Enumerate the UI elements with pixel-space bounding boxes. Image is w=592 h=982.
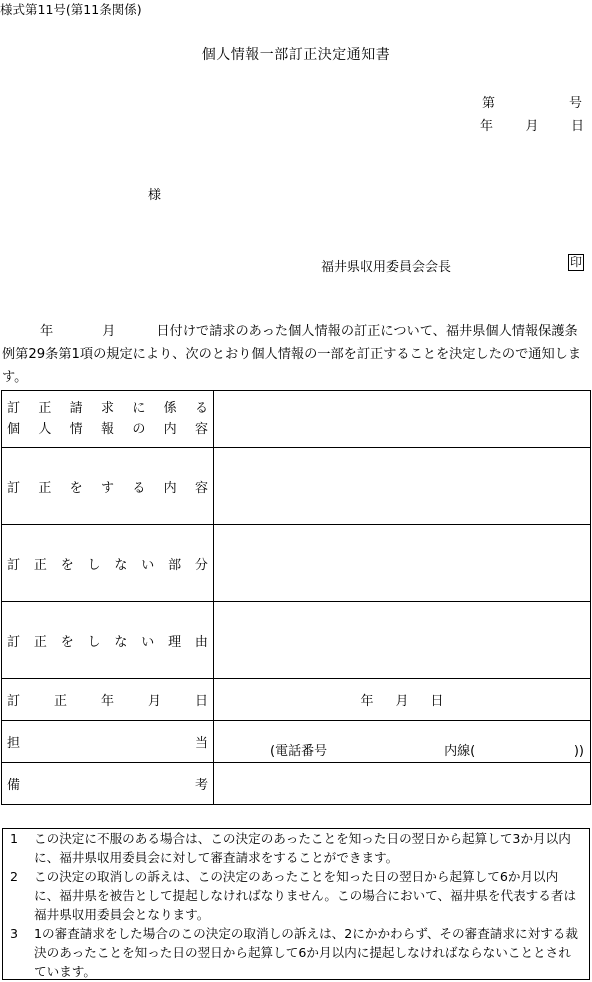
label-remarks: 備 考: [2, 763, 214, 805]
closing-parens: )): [573, 743, 584, 759]
notes-box: [2, 828, 590, 980]
recipient-honorific: 様: [148, 188, 162, 203]
phone-label: (電話番号: [270, 743, 328, 759]
document-number-line: [482, 92, 582, 111]
value-correction-date[interactable]: 年 月 日: [214, 679, 591, 721]
date-year: 年: [480, 119, 494, 134]
value-person-in-charge[interactable]: [214, 721, 591, 763]
label-uncorrected-part: 訂 正 を し な い 部 分: [2, 525, 214, 602]
table-row: [2, 763, 591, 805]
label-correction-date: 訂 正 年 月 日: [2, 679, 214, 721]
form-number: 様式第11号(第11条関係): [0, 2, 142, 17]
label-line: 訂 正 請 求 に 係 る: [7, 401, 208, 416]
table-row: [2, 721, 591, 763]
extension-label: 内線(: [444, 743, 476, 759]
correction-table: [1, 390, 591, 805]
number-suffix: 号: [568, 96, 582, 111]
document-date-line: [480, 115, 584, 134]
note-item: 3 1の審査請求をした場合のこの決定の取消しの訴えは、2にかかわらず、その審査請求に対する裁決のあったことを知った日の翌日から起算して6か月以内に提起しなければならないこととされています。: [10, 926, 578, 979]
date-month: 月: [525, 119, 539, 134]
table-row: [2, 602, 591, 679]
note-item: 2 この決定の取消しの訴えは、この決定のあったことを知った日の翌日から起算して6か月以内に、福井県を被告として提起しなければなりません。この場合において、福井県を代表する者は福井県収用委員会となります。: [10, 869, 577, 922]
label-request-content: [2, 391, 214, 448]
label-line: 個 人 情 報 の 内 容: [7, 422, 208, 437]
value-request-content[interactable]: [214, 391, 591, 448]
body-month: 月: [102, 324, 116, 339]
table-row: [2, 391, 591, 448]
value-correction-content[interactable]: [214, 448, 591, 525]
document-title: 個人情報一部訂正決定通知書: [201, 47, 391, 63]
label-correction-content: 訂 正 を す る 内 容: [2, 448, 214, 525]
issuer-name: 福井県収用委員会会長: [321, 260, 452, 275]
date-day: 日: [570, 119, 584, 134]
table-row: [2, 525, 591, 602]
seal-stamp: 印: [570, 255, 583, 269]
number-prefix: 第: [482, 96, 496, 111]
value-remarks[interactable]: [214, 763, 591, 805]
value-uncorrected-part[interactable]: [214, 525, 591, 602]
table-row: [2, 679, 591, 721]
note-item: 1 この決定に不服のある場合は、この決定のあったことを知った日の翌日から起算して3か月以内に、福井県収用委員会に対して審査請求をすることができます。: [10, 831, 571, 865]
body-text: 日付けで請求のあった個人情報の訂正について、福井県個人情報保護条例第29条第1項の規定により、次のとおり個人情報の一部を訂正することを決定したので通知します。: [2, 324, 582, 385]
label-person-in-charge: 担 当: [2, 721, 214, 763]
label-uncorrected-reason: 訂 正 を し な い 理 由: [2, 602, 214, 679]
value-uncorrected-reason[interactable]: [214, 602, 591, 679]
body-paragraph: [2, 320, 590, 389]
body-year: 年: [40, 324, 54, 339]
table-row: [2, 448, 591, 525]
